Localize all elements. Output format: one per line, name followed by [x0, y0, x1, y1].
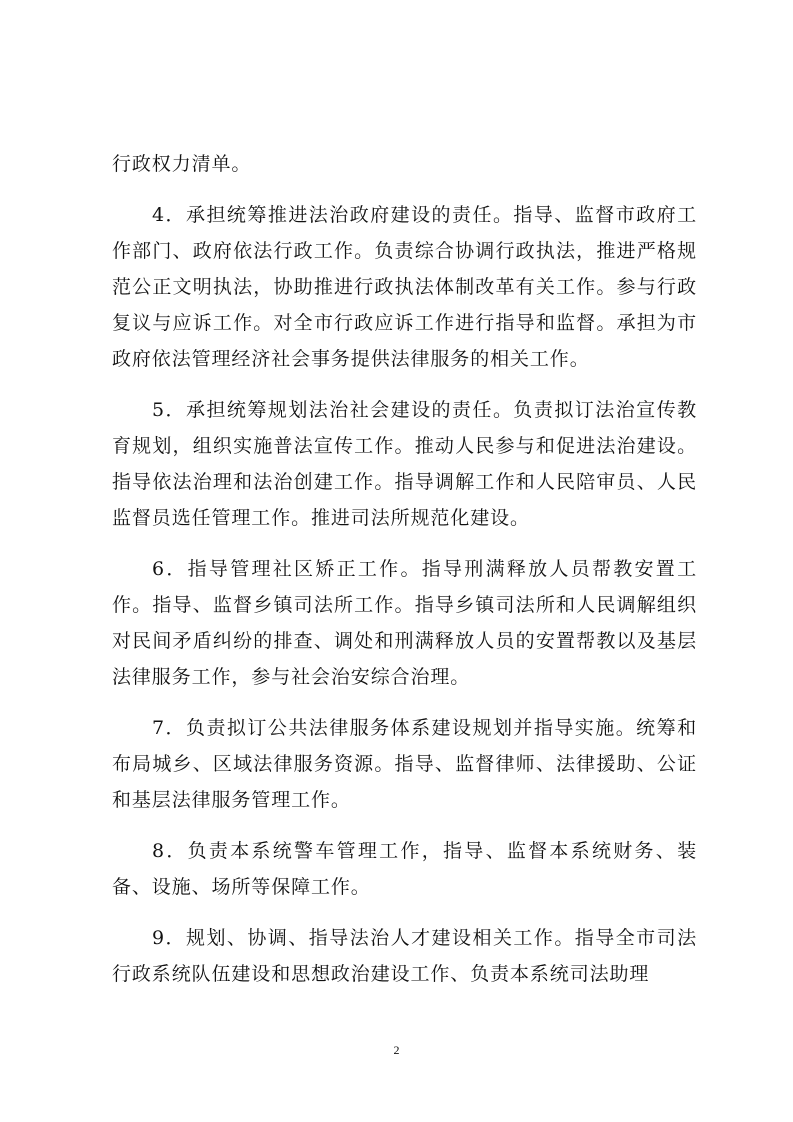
- paragraph-item-9: 9．规划、协调、指导法治人才建设相关工作。指导全市司法行政系统队伍建设和思想政治建设工作、负责本系统司法助理: [112, 927, 697, 985]
- paragraph-item-5: 5．承担统筹规划法治社会建设的责任。负责拟订法治宣传教育规划，组织实施普法宣传工作。推动人民参与和促进法治建设。指导依法治理和法治创建工作。指导调解工作和人民陪审员、人民监督员选任管理工作。推进司法所规范化建设。: [112, 399, 697, 529]
- document-body: [112, 146, 697, 1007]
- paragraph-item-8: 8．负责本系统警车管理工作，指导、监督本系统财务、装备、设施、场所等保障工作。: [112, 840, 697, 898]
- paragraph-item-7: 7．负责拟订公共法律服务体系建设规划并指导实施。统筹和布局城乡、区域法律服务资源。指导、监督律师、法律援助、公证和基层法律服务管理工作。: [112, 717, 697, 811]
- paragraph-item-6: 6．指导管理社区矫正工作。指导刑满释放人员帮教安置工作。指导、监督乡镇司法所工作。指导乡镇司法所和人民调解组织对民间矛盾纠纷的排查、调处和刑满释放人员的安置帮教以及基层法律服务工作，参与社会治安综合治理。: [112, 558, 697, 688]
- paragraph-item-4: 4．承担统筹推进法治政府建设的责任。指导、监督市政府工作部门、政府依法行政工作。负责综合协调行政执法，推进严格规范公正文明执法，协助推进行政执法体制改革有关工作。参与行政复议与应诉工作。对全市行政应诉工作进行指导和监督。承担为市政府依法管理经济社会事务提供法律服务的相关工作。: [112, 204, 697, 370]
- paragraph-continuation: 行政权力清单。: [112, 153, 252, 175]
- page-number: 2: [393, 1043, 400, 1057]
